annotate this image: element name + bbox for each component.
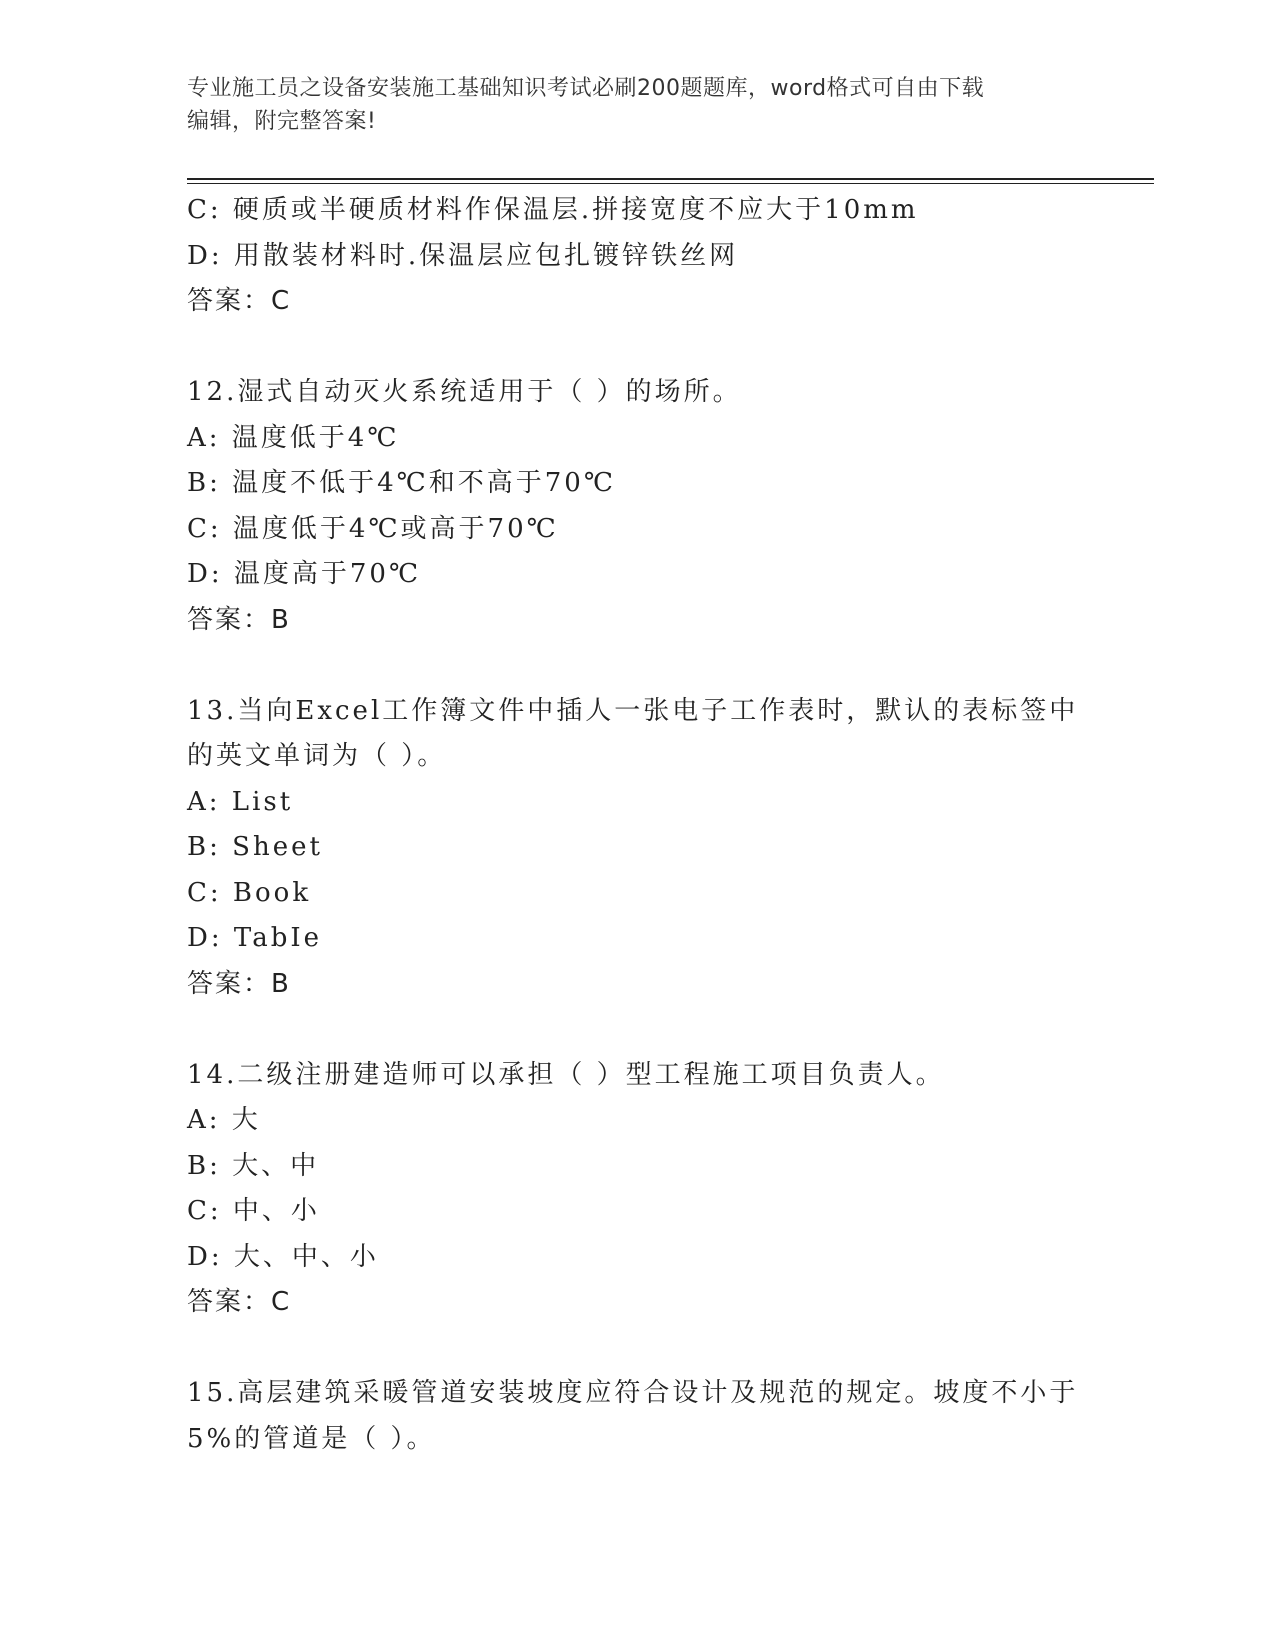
question-text-line1: 13.当向Excel工作簿文件中插人一张电子工作表时，默认的表标签中 bbox=[187, 695, 1079, 726]
option-b: B: 温度不低于4℃和不高于70℃ bbox=[187, 468, 616, 498]
option-b: B: Sheet bbox=[187, 832, 323, 862]
header-divider-thick bbox=[187, 178, 1154, 180]
option-a: A: 温度低于4℃ bbox=[187, 422, 400, 453]
option-b: B: 大、中 bbox=[187, 1150, 320, 1181]
document-header bbox=[187, 72, 1067, 138]
option-c: C: 中、小 bbox=[187, 1196, 320, 1226]
option-c: C: Book bbox=[187, 877, 312, 908]
question-text: 12.湿式自动灭火系统适用于（ ）的场所。 bbox=[187, 377, 742, 407]
answer-line: 答案：C bbox=[187, 286, 292, 316]
option-a: A: 大 bbox=[187, 1105, 261, 1135]
question-block-12 bbox=[187, 370, 1087, 643]
question-text-line2: 5%的管道是（ ）。 bbox=[187, 1423, 436, 1454]
answer-line: 答案：B bbox=[187, 968, 291, 999]
question-block-13 bbox=[187, 689, 1087, 1008]
spacer bbox=[187, 1007, 1087, 1053]
spacer bbox=[187, 1326, 1087, 1372]
question-text-line1: 15.高层建筑采暖管道安装坡度应符合设计及规范的规定。坡度不小于 bbox=[187, 1378, 1079, 1408]
question-list bbox=[187, 188, 1087, 1462]
option-d: D: 温度高于70℃ bbox=[187, 559, 422, 589]
answer-line: 答案：B bbox=[187, 604, 291, 635]
question-block-11 bbox=[187, 188, 1087, 325]
question-block-14 bbox=[187, 1053, 1087, 1326]
spacer bbox=[187, 325, 1087, 371]
question-text-line2: 的英文单词为（ ）。 bbox=[187, 741, 447, 771]
option-c: C: 温度低于4℃或高于70℃ bbox=[187, 513, 559, 544]
option-c: C: 硬质或半硬质材料作保温层.拼接宽度不应大于10mm bbox=[187, 195, 919, 225]
question-text: 14.二级注册建造师可以承担（ ）型工程施工项目负责人。 bbox=[187, 1059, 945, 1090]
question-block-15 bbox=[187, 1371, 1087, 1462]
header-divider-thin bbox=[187, 183, 1154, 184]
header-title-line1: 专业施工员之设备安装施工基础知识考试必刷200题题库，word格式可自由下载 bbox=[187, 76, 985, 101]
option-d: D: TabIe bbox=[187, 923, 322, 953]
option-d: D: 用散装材料时.保温层应包扎镀锌铁丝网 bbox=[187, 240, 739, 271]
option-a: A: List bbox=[187, 786, 294, 817]
answer-line: 答案：C bbox=[187, 1287, 292, 1317]
option-d: D: 大、中、小 bbox=[187, 1241, 379, 1272]
spacer bbox=[187, 643, 1087, 689]
header-title-line2: 编辑，附完整答案! bbox=[187, 109, 377, 134]
